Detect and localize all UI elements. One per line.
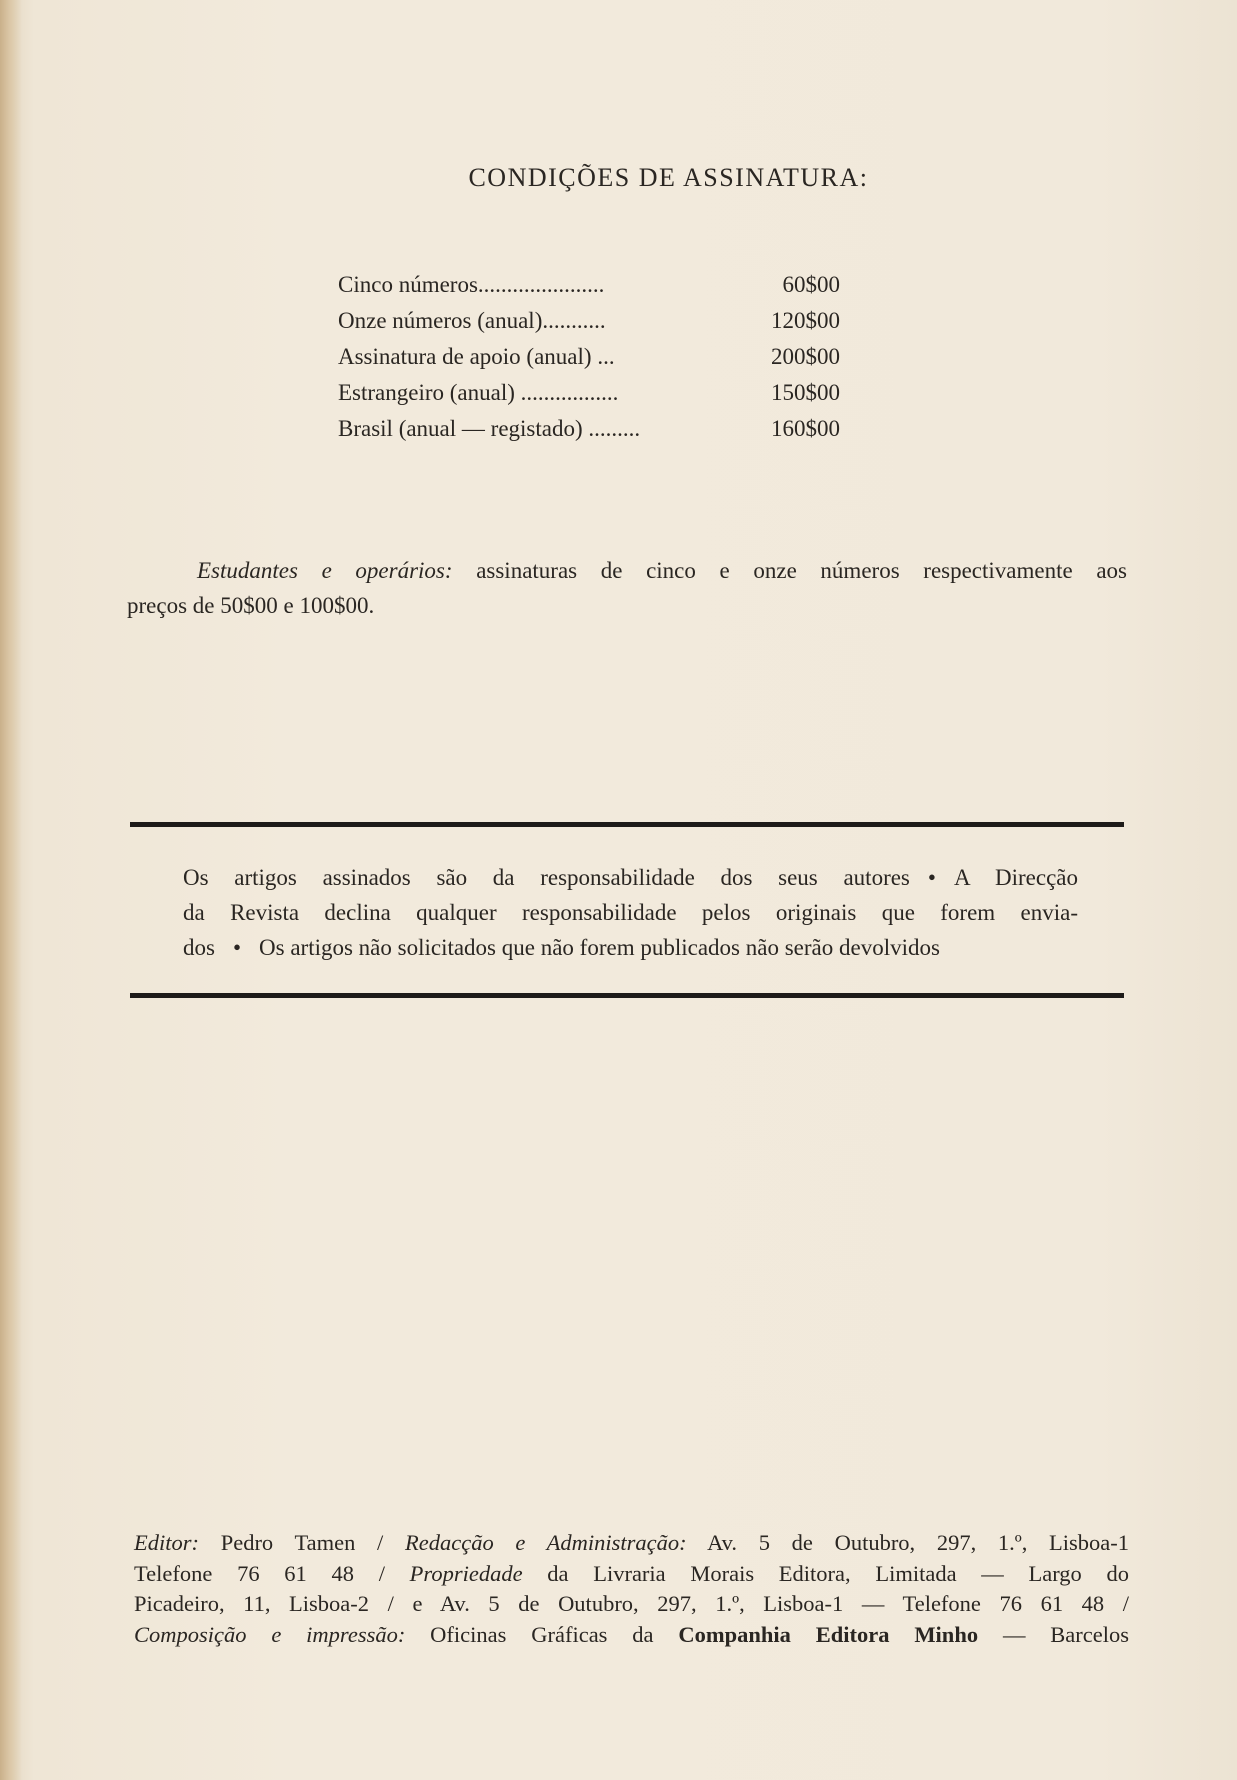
price-item <box>338 380 693 406</box>
printer-text: Oficinas Gráficas da <box>430 1621 654 1647</box>
imprint-line-4 <box>134 1620 1129 1651</box>
editorial-notice <box>183 860 1078 965</box>
price-row <box>338 272 840 308</box>
bullet-icon: • <box>232 935 242 960</box>
notice-text: dos <box>183 935 215 960</box>
address-text: e Av. 5 de Outubro, 297, 1.º, Lisboa-1 — Telefone 76 61 48 <box>412 1591 1105 1616</box>
notice-line-1 <box>183 860 1078 895</box>
price-item <box>338 344 693 370</box>
price-leader: ........... <box>542 308 606 333</box>
notice-line-3 <box>183 930 1078 965</box>
propriedade-text: da Livraria Morais Editora, Limitada — Largo do <box>547 1560 1129 1586</box>
printer-company: Companhia Editora Minho <box>678 1621 979 1647</box>
price-label: Assinatura de apoio (anual) <box>338 344 592 369</box>
price-item <box>338 272 693 298</box>
redaccao-label: Redacção e Administração: <box>405 1530 687 1555</box>
price-value: 60$00 <box>782 272 840 297</box>
separator: / <box>378 1560 385 1586</box>
students-line-1 <box>127 553 1127 588</box>
telephone-text: Telefone 76 61 48 <box>134 1560 354 1586</box>
price-list <box>338 272 840 452</box>
printer-city: — Barcelos <box>1002 1621 1129 1647</box>
price-row <box>338 308 840 344</box>
separator: / <box>1122 1591 1130 1616</box>
address-text: Picadeiro, 11, Lisboa-2 <box>134 1591 370 1616</box>
notice-text: Os artigos não solicitados que não forem publicados não serão devolvidos <box>259 935 940 960</box>
price-leader: ......... <box>582 416 641 441</box>
price-label: Onze números (anual) <box>338 308 543 333</box>
price-label: Brasil (anual — registado) <box>338 416 583 441</box>
price-value: 120$00 <box>771 308 840 333</box>
imprint-line-2 <box>134 1559 1129 1590</box>
imprint-block <box>134 1528 1129 1650</box>
top-rule <box>130 822 1124 827</box>
students-label: Estudantes e operários: <box>197 558 453 583</box>
separator: / <box>377 1530 384 1555</box>
price-item <box>338 308 693 334</box>
students-text-1: assinaturas de cinco e onze números respectivamente aos <box>476 558 1127 583</box>
redaccao-address: Av. 5 de Outubro, 297, 1.º, Lisboa-1 <box>707 1530 1130 1555</box>
notice-text: Os artigos assinados são da responsabilidade dos seus autores <box>183 865 910 890</box>
notice-line-2: da Revista declina qualquer responsabilidade pelos originais que forem envia- <box>183 900 1078 925</box>
imprint-line-1 <box>134 1528 1129 1559</box>
propriedade-label: Propriedade <box>409 1560 523 1586</box>
price-leader: ................. <box>514 380 619 405</box>
notice-text: A Direcção <box>953 865 1078 890</box>
composicao-label: Composição e impressão: <box>134 1621 406 1647</box>
editor-name: Pedro Tamen <box>220 1530 356 1555</box>
price-value: 150$00 <box>771 380 840 405</box>
price-item <box>338 416 693 442</box>
price-leader: ...................... <box>477 272 605 297</box>
price-label: Cinco números <box>338 272 478 297</box>
subscription-heading: CONDIÇÕES DE ASSINATURA: <box>468 163 869 192</box>
price-value: 200$00 <box>771 344 840 369</box>
students-text-2: preços de 50$00 e 100$00. <box>127 593 375 618</box>
price-row <box>338 416 840 452</box>
editor-label: Editor: <box>134 1530 199 1555</box>
price-value: 160$00 <box>771 416 840 441</box>
separator: / <box>387 1591 394 1616</box>
price-row <box>338 344 840 380</box>
price-row <box>338 380 840 416</box>
bullet-icon: • <box>927 865 936 890</box>
students-note <box>127 553 1127 623</box>
price-label: Estrangeiro (anual) <box>338 380 515 405</box>
bottom-rule <box>130 993 1124 998</box>
price-leader: ... <box>591 344 615 369</box>
page-spine-edge <box>0 0 22 1780</box>
imprint-line-3 <box>134 1589 1129 1620</box>
